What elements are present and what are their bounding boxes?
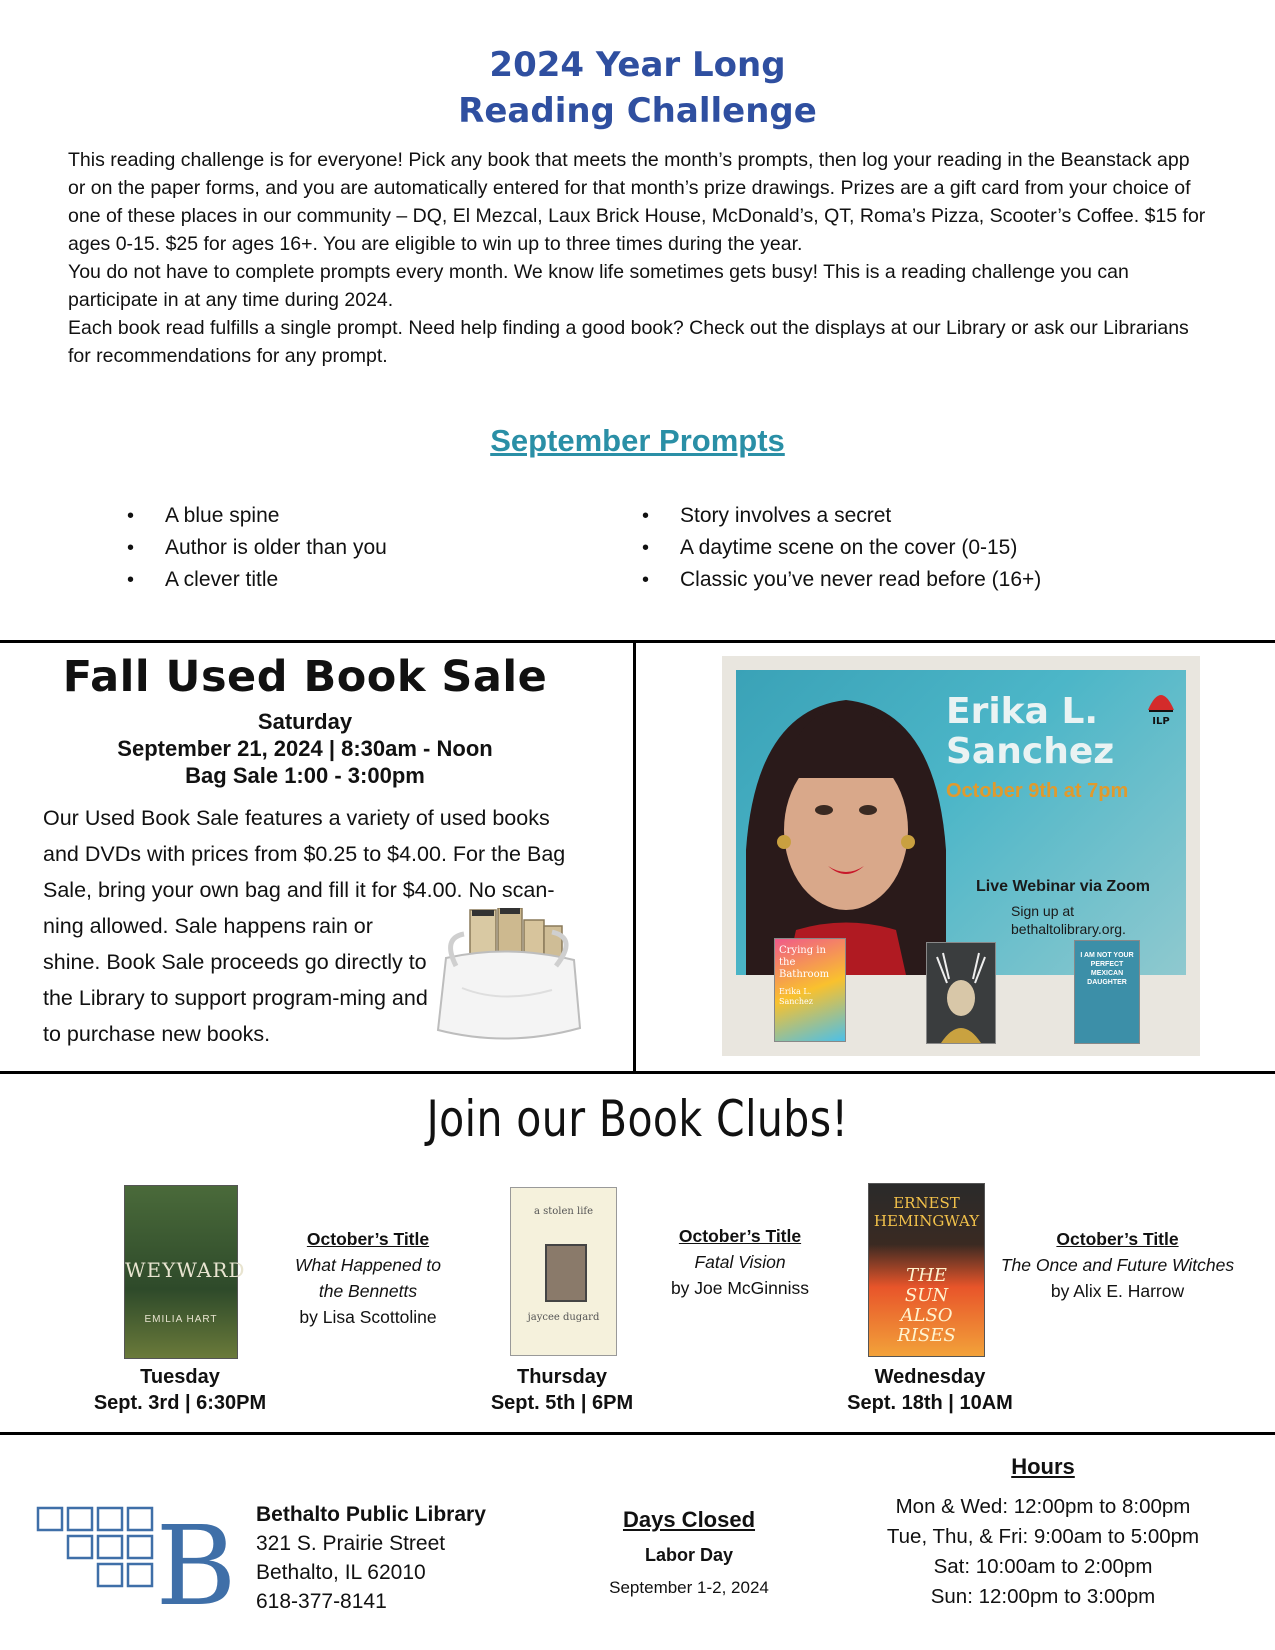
library-address-street: 321 S. Prairie Street <box>256 1532 446 1555</box>
author-name-line-2: Sanchez <box>946 731 1115 772</box>
october-book-author: by Lisa Scottoline <box>299 1307 437 1327</box>
illinois-libraries-present-logo <box>1146 684 1176 734</box>
svg-text:B: B <box>155 1504 236 1614</box>
library-address-city: Bethalto, IL 62010 <box>256 1561 426 1584</box>
club-day: Thursday <box>516 1366 608 1388</box>
days-closed <box>583 1507 795 1598</box>
october-book-title: the Bennetts <box>318 1281 418 1301</box>
book-sale-title: Fall Used Book Sale <box>62 652 548 702</box>
hours-heading: Hours <box>1011 1454 1075 1479</box>
book-sale-date-time: September 21, 2024 | 8:30am - Noon <box>117 736 493 761</box>
title-line-2: Reading Challenge <box>458 91 817 131</box>
divider-top <box>0 640 1275 643</box>
cover-author-name: ERNEST HEMINGWAY <box>873 1194 980 1230</box>
webinar-author-name <box>946 692 1114 772</box>
book-clubs-title: Join our Book Clubs! <box>426 1090 849 1148</box>
author-webinar-poster <box>722 656 1200 1056</box>
book-cover-crying-in-the-bathroom: Crying in the Bathroom Erika L. Sanchez <box>774 938 846 1042</box>
library-contact <box>256 1500 486 1616</box>
october-book-author: by Alix E. Harrow <box>1050 1281 1185 1301</box>
october-title-club-2 <box>655 1223 825 1301</box>
club-date-time: Sept. 5th | 6PM <box>490 1392 634 1414</box>
club-3-schedule <box>810 1364 1050 1416</box>
days-closed-heading: Days Closed <box>622 1507 756 1532</box>
author-portrait-icon <box>736 670 956 975</box>
divider-middle <box>0 1071 1275 1074</box>
hours-row: Sun: 12:00pm to 3:00pm <box>930 1585 1156 1608</box>
club-day: Wednesday <box>874 1366 986 1388</box>
svg-text:ILP: ILP <box>1152 716 1170 727</box>
webinar-signup <box>1011 902 1161 938</box>
intro-paragraph-3: Each book read fulfills a single prompt. Need help finding a good book? Check out the displays at our Library or ask our Librarians for recommendations for any prompt. <box>68 317 1189 367</box>
author-name-line-1: Erika L. <box>946 691 1099 732</box>
library-logo <box>36 1504 236 1614</box>
antlered-figure-icon <box>927 943 995 1043</box>
library-name: Bethalto Public Library <box>256 1503 486 1526</box>
club-1-schedule <box>70 1364 290 1416</box>
hours-row: Sat: 10:00am to 2:00pm <box>933 1555 1153 1578</box>
title-line-1: 2024 Year Long <box>489 45 786 85</box>
prompt-item: • Classic you’ve never read before (16+) <box>642 564 1041 596</box>
october-book-title: What Happened to <box>295 1255 441 1275</box>
book-sale-schedule <box>0 708 610 789</box>
october-book-title: The Once and Future Witches <box>1000 1255 1235 1275</box>
october-book-title: Fatal Vision <box>694 1252 786 1272</box>
october-book-author: by Joe McGinniss <box>670 1278 810 1298</box>
book-cover-perfect-mexican-daughter: I AM NOT YOUR PERFECT MEXICAN DAUGHTER <box>1074 940 1140 1044</box>
divider-bottom <box>0 1432 1275 1435</box>
webinar-label: Live Webinar via Zoom <box>976 878 1150 895</box>
october-title-label: October’s Title <box>678 1226 802 1246</box>
prompt-list-left <box>127 500 387 596</box>
book-sale-text-narrow: ning allowed. Sale happens rain or shine. Book Sale proceeds go directly to the Library to support program-ming and to purchase new books. <box>43 914 428 1046</box>
intro-text <box>68 146 1208 370</box>
book-cover-weyward: WEYWARD EMILIA HART <box>124 1185 238 1359</box>
book-sale-day: Saturday <box>257 709 353 734</box>
library-hours <box>863 1452 1223 1612</box>
prompt-item: • Story involves a secret <box>642 500 1041 532</box>
club-day: Tuesday <box>140 1366 220 1388</box>
divider-vertical <box>633 640 636 1073</box>
intro-paragraph-2: You do not have to complete prompts every month. We know life sometimes gets busy! This is a reading challenge you can participate in at any time during 2024. <box>68 261 1129 311</box>
page-title <box>0 42 1275 134</box>
bag-sale-time: Bag Sale 1:00 - 3:00pm <box>185 763 425 788</box>
poster-background <box>736 670 1186 975</box>
book-sale-text-wide: Our Used Book Sale features a variety of used books and DVDs with prices from $0.25 to $4.00. For the Bag Sale, bring your own bag and fill it for $4.00. No scan- <box>43 806 566 902</box>
signup-line-1: Sign up at <box>1011 903 1075 919</box>
webinar-date: October 9th at 7pm <box>946 780 1129 802</box>
book-cover-a-stolen-life: a stolen life jaycee dugard <box>510 1187 617 1356</box>
book-cover-middle <box>926 942 996 1044</box>
prompt-item: • Author is older than you <box>127 532 387 564</box>
october-title-club-3 <box>990 1226 1245 1304</box>
library-phone: 618-377-8141 <box>256 1590 387 1613</box>
club-date-time: Sept. 18th | 10AM <box>847 1392 1013 1414</box>
hours-row: Mon & Wed: 12:00pm to 8:00pm <box>895 1495 1191 1518</box>
cover-book-title: THE SUN ALSO RISES <box>897 1265 956 1346</box>
prompt-list-right <box>642 500 1041 596</box>
prompt-item: • A blue spine <box>127 500 387 532</box>
cover-photo <box>545 1244 587 1302</box>
intro-paragraph-1: This reading challenge is for everyone! Pick any book that meets the month’s prompts, then log your reading in the Beanstack app or on the paper forms, and you are automatically entered for that month’s prize drawings. Prizes are a gift card from your choice of one of these places in our community – DQ, El Mezcal, Laux Brick House, McDonald’s, QT, Roma’s Pizza, Scooter’s Coffee. $15 for ages 0-15. $25 for ages 16+. You are eligible to win up to three times during the year. <box>68 149 1206 255</box>
september-prompts-heading: September Prompts <box>490 423 785 458</box>
october-title-label: October’s Title <box>1056 1229 1179 1249</box>
book-cover-the-sun-also-rises <box>868 1183 985 1357</box>
closed-dates: September 1-2, 2024 <box>609 1578 769 1597</box>
prompt-item: • A clever title <box>127 564 387 596</box>
tote-bag-with-books-icon <box>432 908 584 1048</box>
hours-row: Tue, Thu, & Fri: 9:00am to 5:00pm <box>886 1525 1200 1548</box>
club-2-schedule <box>452 1364 672 1416</box>
october-title-club-1 <box>268 1226 468 1330</box>
closed-holiday: Labor Day <box>644 1545 734 1565</box>
october-title-label: October’s Title <box>306 1229 430 1249</box>
prompt-item: • A daytime scene on the cover (0-15) <box>642 532 1041 564</box>
club-date-time: Sept. 3rd | 6:30PM <box>93 1392 267 1414</box>
signup-url: bethaltolibrary.org. <box>1011 921 1126 937</box>
